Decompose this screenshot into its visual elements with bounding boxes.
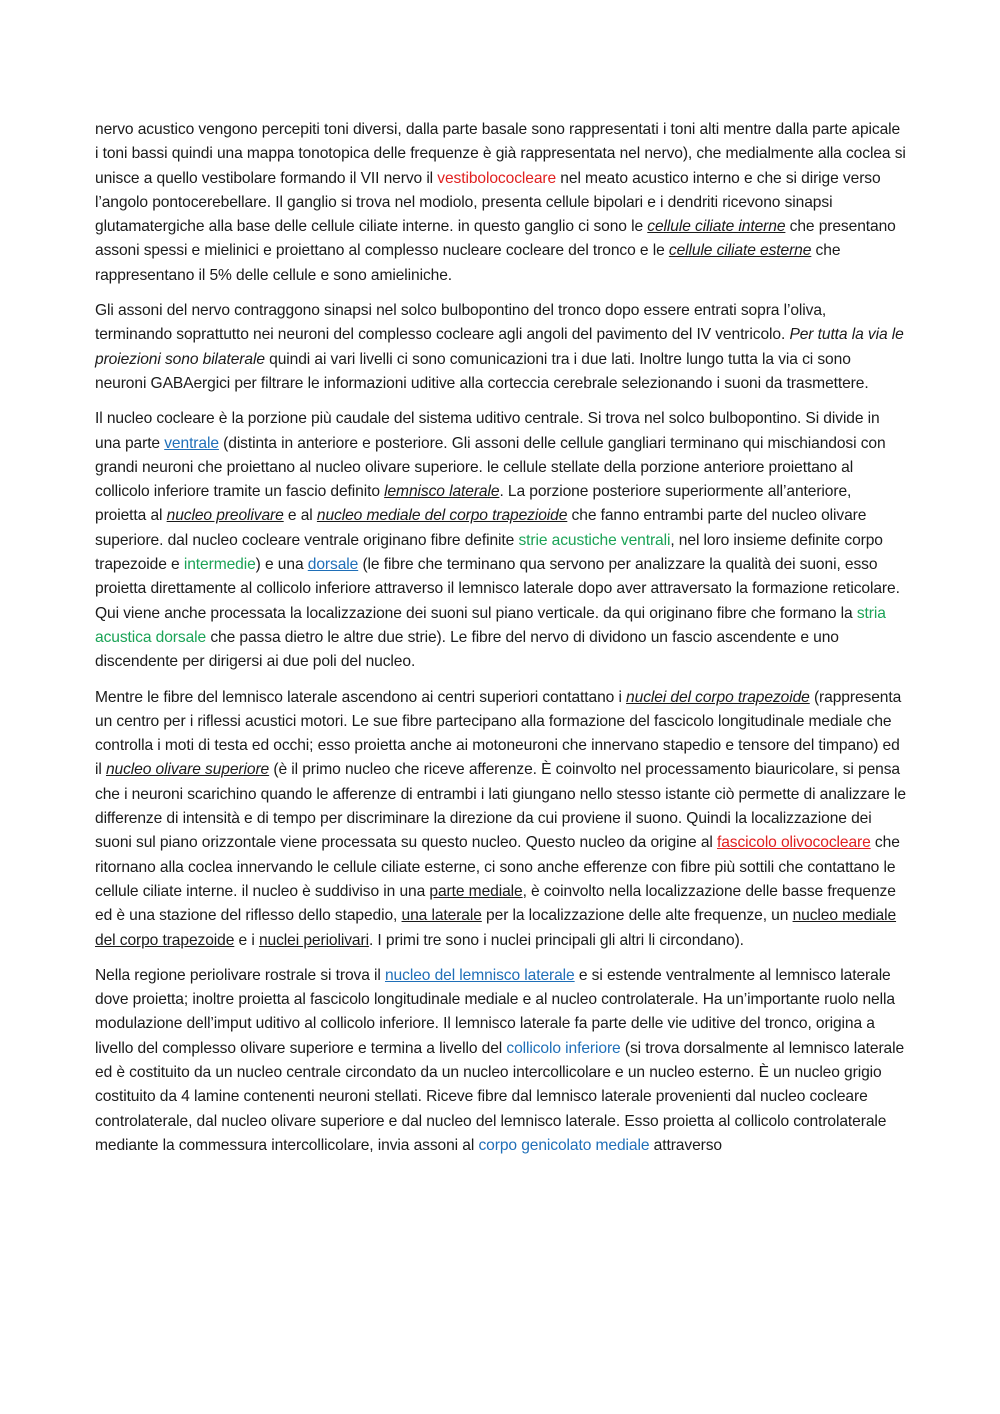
text-run: Gli assoni del nervo contraggono sinapsi nel solco bulbopontino del tronco dopo essere entrati sopra l’oliva, terminando soprattutto nei neuroni del complesso cocleare agli angoli del pavimento del IV ventricolo. bbox=[95, 302, 827, 344]
term-collicolo-inferiore: collicolo inferiore bbox=[506, 1039, 621, 1057]
term-vestibolococleare: vestibolococleare bbox=[437, 169, 557, 187]
paragraph-4 bbox=[95, 686, 906, 953]
paragraph-3 bbox=[95, 407, 906, 674]
term-cellule-ciliate-interne: cellule ciliate interne bbox=[647, 218, 786, 236]
text-run: che fanno entrambi parte del nucleo olivare superiore. dal nucleo cocleare ventrale originano fibre definite bbox=[95, 507, 867, 549]
text-run: ) e una bbox=[255, 556, 308, 574]
text-run: che rappresentano il 5% delle cellule e sono amieliniche. bbox=[95, 242, 841, 284]
paragraph-1 bbox=[95, 118, 906, 288]
term-intermedie: intermedie bbox=[183, 556, 256, 574]
text-run: e al bbox=[283, 507, 317, 525]
text-run: attraverso bbox=[649, 1136, 723, 1154]
text-run: . I primi tre sono i nuclei principali gli altri li circondano). bbox=[368, 931, 744, 949]
term-nucleo-preolivare: nucleo preolivare bbox=[166, 507, 284, 525]
text-run: e si estende ventralmente al lemnisco laterale dove proietta; inoltre proietta al fascicolo longitudinale mediale e al nucleo controlaterale. Ha un’importante ruolo nella modulazione dell’imput uditivo al collicolo inferiore. Il lemnisco laterale fa parte delle vie uditive del tronco, origina a livello del complesso olivare superiore e termina a livello del bbox=[95, 966, 895, 1057]
term-nuclei-corpo-trapezoide: nuclei del corpo trapezoide bbox=[626, 688, 810, 706]
term-stria-acustica-dorsale: stria acustica dorsale bbox=[95, 604, 886, 646]
text-run: che ritornano alla coclea innervando le cellule ciliate esterne, ci sono anche efferenze con fibre più sottili che contattano le cellule ciliate interne. il nucleo è suddiviso in una bbox=[95, 834, 900, 900]
term-una-laterale: una laterale bbox=[401, 907, 482, 925]
paragraph-2 bbox=[95, 299, 906, 396]
text-run: , nel loro insieme definite corpo trapezoide e bbox=[95, 531, 883, 574]
term-nucleo-mediale-corpo-trapezioide: nucleo mediale del corpo trapezioide bbox=[316, 507, 568, 525]
text-run: per la localizzazione delle alte frequenze, un bbox=[481, 907, 793, 925]
term-ventrale: ventrale bbox=[164, 434, 219, 452]
text-run: (distinta in anteriore e posteriore. Gli assoni delle cellule gangliari terminano qui mischiandosi con grandi neuroni che proiettano al nucleo olivare superiore. le cellule stellate della porzione anteriore proiettano al collicolo inferiore tramite un fascio definito bbox=[95, 434, 886, 501]
text-run: (è il primo nucleo che riceve afferenze. È coinvolto nel processamento biauricolare, si pensa che i neuroni scarichino quando le afferenze di entrambi i lati giungano nello stesso istante ciò permette di analizzare le differenze di intensità e di tempo per discriminare la direzione da cui proviene il suono. Quindi la localizzazione dei suoni sul piano orizzontale viene processata su questo nucleo. Questo nucleo da origine al bbox=[95, 761, 906, 852]
term-cellule-ciliate-esterne: cellule ciliate esterne bbox=[668, 242, 812, 260]
term-strie-acustiche-ventrali: strie acustiche ventrali bbox=[518, 531, 671, 549]
text-run: Mentre le fibre del lemnisco laterale ascendono ai centri superiori contattano i bbox=[95, 688, 627, 706]
paragraph-5 bbox=[95, 964, 906, 1158]
text-run: Nella regione periolivare rostrale si trova il bbox=[95, 966, 385, 984]
text-run: nervo acustico vengono percepiti toni diversi, dalla parte basale sono rappresentati i toni alti mentre dalla parte apicale i toni bassi quindi una mappa tonotopica delle frequenze è già rappresentata nel nervo), che medialmente alla coclea si unisce a quello vestibolare formando il VII nervo il bbox=[95, 121, 906, 187]
text-run: (le fibre che terminano qua servono per analizzare la qualità dei suoni, esso proietta direttamente al collicolo inferiore attraverso il lemnisco laterale dopo aver attraversato la formazione reticolare. Qui viene anche processata la localizzazione dei suoni sul piano verticale. da qui originano fibre che formano la bbox=[95, 556, 900, 622]
text-run: (si trova dorsalmente al lemnisco laterale ed è costituito da un nucleo centrale circondato da un nucleo intercollicolare e un nucleo esterno. È un nucleo grigio costituito da 4 lamine contenenti neuroni stellati. Riceve fibre dal lemnisco laterale provenienti dal nucleo cocleare controlaterale, dal nucleo olivare superiore e dal nucleo del lemnisco laterale. Esso proietta al collicolo controlaterale mediante la commessura intercollicolare, invia assoni al bbox=[95, 1039, 905, 1154]
text-run: quindi ai vari livelli ci sono comunicazioni tra i due lati. Inoltre lungo tutta la via ci sono neuroni GABAergici per filtrare le informazioni uditive alla corteccia cerebrale selezionando i suoni da trasmettere. bbox=[95, 350, 869, 392]
term-fascicolo-olivococleare: fascicolo olivococleare bbox=[716, 834, 871, 852]
text-run: nel meato acustico interno e che si dirige verso l’angolo pontocerebellare. Il ganglio si trova nel modiolo, presenta cellule bipolari e i dendriti ricevono sinapsi glutamatergiche alla base delle cellule ciliate interne. in questo ganglio ci sono le bbox=[95, 169, 881, 236]
term-nuclei-periolivari: nuclei periolivari bbox=[258, 931, 369, 949]
text-run: . La porzione posteriore superiormente all’anteriore, proietta al bbox=[95, 483, 852, 525]
term-parte-mediale: parte mediale bbox=[429, 882, 523, 900]
text-run: che passa dietro le altre due strie). Le fibre del nervo di dividono un fascio ascendente e uno discendente per dirigersi ai due poli del nucleo. bbox=[95, 628, 839, 671]
text-run: (rappresenta un centro per i riflessi acustici motori. Le sue fibre partecipano alla formazione del fascicolo longitudinale mediale che controlla i moti di testa ed occhi; esso proietta anche ai motoneuroni che innervano stapedio e tensore del timpano) ed il bbox=[95, 688, 902, 779]
term-corpo-genicolato-mediale: corpo genicolato mediale bbox=[478, 1136, 650, 1154]
text-run: che presentano assoni spessi e mielinici e proiettano al complesso nucleare cocleare del tronco e le bbox=[95, 218, 896, 260]
term-nucleo-mediale-corpo-trapezoide-2: nucleo mediale del corpo trapezoide bbox=[95, 907, 897, 949]
text-run: , è coinvolto nella localizzazione delle basse frequenze ed è una stazione del riflesso dello stapedio, bbox=[95, 882, 896, 925]
term-lemnisco-laterale: lemnisco laterale bbox=[384, 483, 500, 501]
term-dorsale: dorsale bbox=[307, 556, 359, 574]
emphasis-bilateral: Per tutta la via le proiezioni sono bilaterale bbox=[95, 326, 904, 368]
text-run: Il nucleo cocleare è la porzione più caudale del sistema uditivo centrale. Si trova nel solco bulbopontino. Si divide in una parte bbox=[95, 410, 880, 452]
term-nucleo-olivare-superiore: nucleo olivare superiore bbox=[105, 761, 270, 779]
text-run: e i bbox=[234, 931, 259, 949]
term-nucleo-lemnisco-laterale: nucleo del lemnisco laterale bbox=[384, 966, 575, 984]
